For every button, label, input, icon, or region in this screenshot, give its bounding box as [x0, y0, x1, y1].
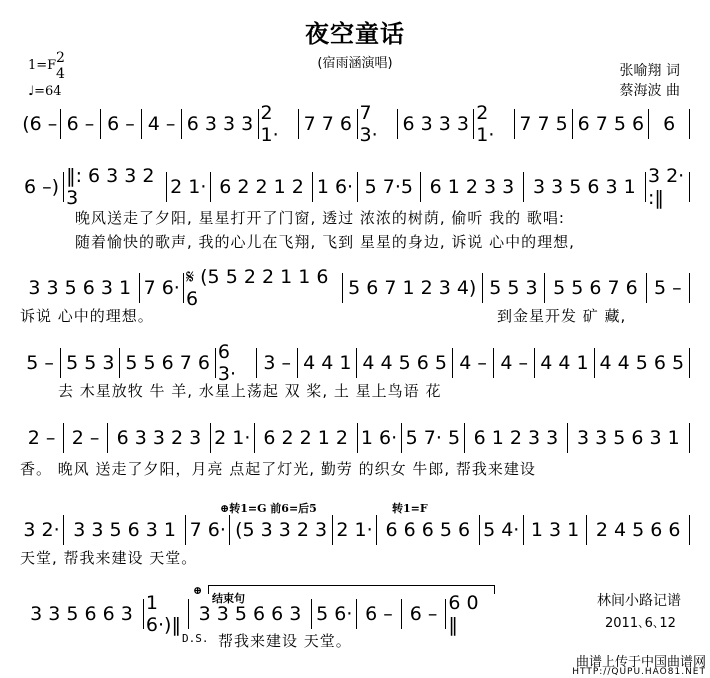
- staff-system: [20, 266, 690, 310]
- lyricist: 张喻翔 词: [619, 63, 680, 79]
- measure: 6 3 3 3: [182, 109, 258, 139]
- modulation-g: ⊕转1=G 前6=后5: [220, 502, 317, 515]
- measure: 3 2·: [20, 515, 64, 545]
- measure: 7 6·: [186, 515, 230, 545]
- measure: 2 1·: [333, 515, 377, 545]
- measure: 5 6 7 1 2 3 4): [343, 273, 483, 303]
- measure: 4 4 1: [298, 348, 357, 378]
- measure: 3 –: [257, 348, 298, 378]
- measure: 2 1·: [259, 109, 300, 139]
- measure: 5 4·: [480, 515, 524, 545]
- measure: 6 2 2 1 2: [211, 172, 314, 202]
- measure: 4 –: [142, 109, 183, 139]
- measure: 5 5 6 7 6: [545, 273, 646, 303]
- measure: 5 –: [647, 273, 690, 303]
- measure: 3 3 5 6 3 1: [20, 273, 140, 303]
- measure: 4 4 5 6 5: [357, 348, 452, 378]
- ds-mark: D.S.: [182, 632, 209, 645]
- measure: 6 –: [402, 599, 447, 629]
- measure: 6 1 2 3 3: [421, 172, 524, 202]
- measure: 𝄋 (5 5 2 2 1 1 6 6: [184, 273, 343, 303]
- measure: 6 7 5 6: [573, 109, 649, 139]
- measure: 5 –: [20, 348, 61, 378]
- song-title: 夜空童话: [305, 20, 405, 48]
- coda-sign: ⊕: [193, 584, 203, 597]
- tempo-mark: ♩=64: [28, 84, 62, 99]
- date: 2011､6､12: [605, 616, 676, 631]
- measure: 1 6·)‖: [144, 599, 189, 629]
- measure: 6 –: [101, 109, 142, 139]
- measure: 6 0 ‖: [448, 592, 479, 636]
- measure: 6 3 3 2 3: [108, 423, 211, 453]
- measure: 2 –: [64, 423, 108, 453]
- lyric-line: 帮我来建设 天堂。: [218, 632, 352, 650]
- footer-url: HTTP://QUPU.HAO81.NET: [572, 667, 706, 677]
- staff-system: [20, 102, 690, 146]
- measure: 5 7· 5: [402, 423, 466, 453]
- measure: 4 4 5 6 5: [595, 348, 690, 378]
- key-signature: 1=F: [28, 58, 57, 73]
- time-signature: [56, 50, 65, 82]
- measure: 3 3 5 6 6 3: [189, 599, 313, 629]
- measure: 3 3 5 6 3 1: [524, 172, 646, 202]
- measure: 4 –: [494, 348, 535, 378]
- measure: 5 5 3: [483, 273, 546, 303]
- measure: 6 3 3 3: [398, 109, 474, 139]
- staff-system: [20, 165, 690, 209]
- measure: 6 –: [357, 599, 402, 629]
- staff-system: [20, 426, 690, 450]
- lyric-line: 到金星开发 矿 藏,: [497, 307, 627, 325]
- staff-system: [20, 341, 690, 385]
- measure: 5 5 6 7 6: [120, 348, 215, 378]
- measure: 6 –): [20, 172, 64, 202]
- measure: 5 6·: [312, 599, 357, 629]
- singer: (宿雨涵演唱): [317, 56, 393, 71]
- lyric-line: 去 木星放牧 牛 羊, 水星上荡起 双 桨, 土 星上鸟语 花: [58, 382, 442, 400]
- measure: 6 –: [61, 109, 102, 139]
- measure: 6 1 2 3 3: [465, 423, 568, 453]
- measure: 3 3 5 6 3 1: [64, 515, 186, 545]
- lyric-line: 诉说 心中的理想。: [20, 307, 154, 325]
- measure: 3 3 5 6 6 3: [20, 599, 144, 629]
- measure: ‖: 6 3 3 2 3: [64, 172, 167, 202]
- composer: 蔡海波 曲: [619, 83, 680, 99]
- measure: 7 3·: [358, 109, 399, 139]
- lyric-line: 香。 晚风 送走了夕阳，月亮 点起了灯光, 勤劳 的织女 牛郎, 帮我来建设: [20, 460, 536, 478]
- measure: 2 4 5 6 6: [587, 515, 690, 545]
- measure: 7 7 5: [515, 109, 573, 139]
- measure: 1 6·: [313, 172, 357, 202]
- measure: 2 1·: [167, 172, 211, 202]
- modulation-f: 转1=F: [392, 502, 428, 515]
- transcriber: 林间小路记谱: [597, 593, 681, 609]
- footer-site: 曲谱上传于中国曲谱网: [575, 655, 706, 670]
- lyric-line: 晚风送走了夕阳, 星星打开了门窗, 透过 浓浓的树荫, 偷听 我的 歌唱:: [75, 209, 565, 227]
- measure: 2 –: [20, 423, 64, 453]
- measure: 1 6·: [358, 423, 402, 453]
- measure: 4 –: [453, 348, 494, 378]
- measure: 5 7·5: [358, 172, 422, 202]
- measure: 2 1·: [211, 423, 255, 453]
- measure: 3 3 5 6 3 1: [568, 423, 690, 453]
- lyric-line: 天堂, 帮我来建设 天堂。: [20, 549, 198, 567]
- measure: 7 7 6: [299, 109, 357, 139]
- measure: 1 3 1: [524, 515, 588, 545]
- measure: 4 4 1: [535, 348, 594, 378]
- measure: 6 3·: [216, 348, 257, 378]
- staff-system: [20, 518, 690, 542]
- measure: (6 –: [20, 109, 61, 139]
- ending-label: 结束句: [212, 592, 245, 605]
- measure: 5 5 3: [61, 348, 120, 378]
- measure: 6 2 2 1 2: [255, 423, 358, 453]
- measure: (5 3 3 2 3: [230, 515, 333, 545]
- measure: 3 2· :‖: [646, 172, 690, 202]
- ending-bracket: [208, 585, 495, 594]
- measure: 7 6·: [140, 273, 183, 303]
- time-top: 2: [56, 50, 65, 66]
- lyric-line: 随着愉快的歌声, 我的心儿在飞翔, 飞到 星星的身边, 诉说 心中的理想,: [75, 233, 575, 251]
- time-bottom: 4: [56, 66, 65, 82]
- measure: 2 1·: [474, 109, 515, 139]
- measure: 6: [649, 109, 690, 139]
- measure: 6 6 6 5 6: [377, 515, 480, 545]
